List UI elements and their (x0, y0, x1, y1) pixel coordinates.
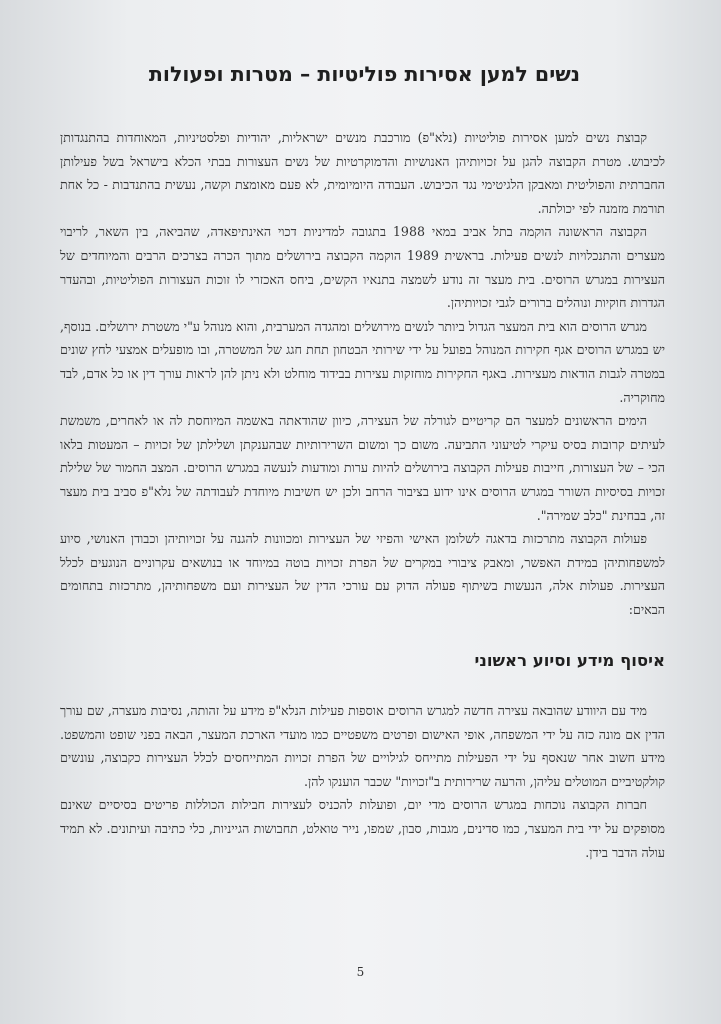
paragraph: מיד עם היוודע שהובאה עצירה חדשה למגרש הרוסים אוספות פעילות הנלא"פ מידע על זהותה, נסיבות מעצרה, שם עורך הדין אם מונה כזה על ידי המשפחה, אופי האישום ופרטים משפטיים כמו מועדי הארכת המעצר, הבאה בפני שופט והמשפט. מידע חשוב אחר שנאסף על ידי הפעילות מתייחס לגילויים של הפרת זכויות המתייחסים לכלל העצירות כקבוצה, עונשים קולקטיביים המוטלים עליהן, והרעה שרירותית ב"זכויות" שכבר הוענקו להן. (60, 703, 665, 789)
paragraph: מגרש הרוסים הוא בית המעצר הגדול ביותר לנשים מירושלים ומהגדה המערבית, והוא מנוהל ע"י משטרת ירושלים. בנוסף, יש במגרש הרוסים אגף חקירות המנוהל בפועל על ידי שירותי הבטחון תחת חגג של המשטרה, ובו מופעלים אמצעי לחץ שונים במטרה לגבות הודאות מעצירות. באגף החקירות מוחזקות עצירות בבידוד מוחלט ולא ניתן להן לראות עורך דין או כל אדם, לבד מחוקריה. (60, 318, 665, 405)
paragraph: קבוצת נשים למען אסירות פוליטיות (נלא"פ) מורכבת מנשים ישראליות, יהודיות ופלסטיניות, המאוחדות בהתנגדותן לכיבוש. מטרת הקבוצה להגן על זכויותיהן האנושיות והדמוקרטיות של נשים העצורות בבתי הכלא בישראל בשל פעילותן החברתית והפוליטית ומאבקן הלגיטימי נגד הכיבוש. העבודה היומיומית, לא פעם מאומצת וקשה, נעשית בהתנדבות - כל אחת תורמת מזמנה לפי יכולתה. (60, 130, 665, 216)
document-body (60, 126, 665, 864)
paragraph: הימים הראשונים למעצר הם קריטיים לגורלה של העצירה, כיוון שהודאתה באשמה המיוחסת לה או לאחרים, משמשת לעיתים קרובות בסיס עיקרי לטיעוני התביעה. משום כך ומשום השרירותיות שבהענקתן ושלילתן של זכויות – המעטות בלאו הכי – של העצורות, חייבות פעילות הקבוצה בירושלים להיות ערות ומודעות לנעשה במגרש הרוסים. המצב החמור של שלילת זכויות בסיסיות השורר במגרש הרוסים אינו ידוע בציבור הרחב ולכן יש חשיבות מיוחדת לעבודתה של נלא"פ סביב בית מעצר זה, בבחינת "כלב שמירה". (60, 413, 665, 523)
page-title: נשים למען אסירות פוליטיות – מטרות ופעולות (148, 62, 581, 86)
page-number: 5 (356, 965, 365, 979)
paragraph: פעולות הקבוצה מתרכזות בדאגה לשלומן האישי והפיזי של העצירות ומכוונות להגנה על זכויותיהן וכבודן האנושי, סיוע למשפחותיהן במידת האפשר, ומאבק ציבורי במקרים של הפרת זכויות בוטה במיוחד או בנושאים עקרוניים הנוגעים לכלל העצירות. פעולות אלה, הנעשות בשיתוף פעולה הדוק עם עורכי הדין של העצירות ועם משפחותיהן, מתרכזות בתחומים הבאים: (60, 531, 665, 617)
section-heading: איסוף מידע וסיוע ראשוני (474, 651, 665, 671)
paragraph: חברות הקבוצה נוכחות במגרש הרוסים מדי יום, ופועלות להכניס לעצירות חבילות הכוללות פריטים בסיסיים שאינם מסופקים על ידי בית המעצר, כמו סדינים, מגבות, סבון, שמפו, נייר טואלט, תחבושות הגייניות, כלי כתיבה ועיתונים. לא תמיד עולה הדבר בידן. (60, 797, 665, 860)
paragraph: הקבוצה הראשונה הוקמה בתל אביב במאי 1988 בתגובה למדיניות דכוי האינתיפאדה, שהביאה, בין השאר, לריבוי מעצרים והתנכלויות לנשים פעילות. בראשית 1989 הוקמה הקבוצה בירושלים מתוך הכרה בצרכים הרבים והמיוחדים של העצירות במגרש הרוסים. בית מעצר זה נודע לשמצה בתנאיו הקשים, ביחס האכזרי לו זוכות העצורות הפוליטיות, ובהעדר הגדרות חוקיות ונוהלים ברורים לגבי זכויותיהן. (60, 224, 665, 311)
